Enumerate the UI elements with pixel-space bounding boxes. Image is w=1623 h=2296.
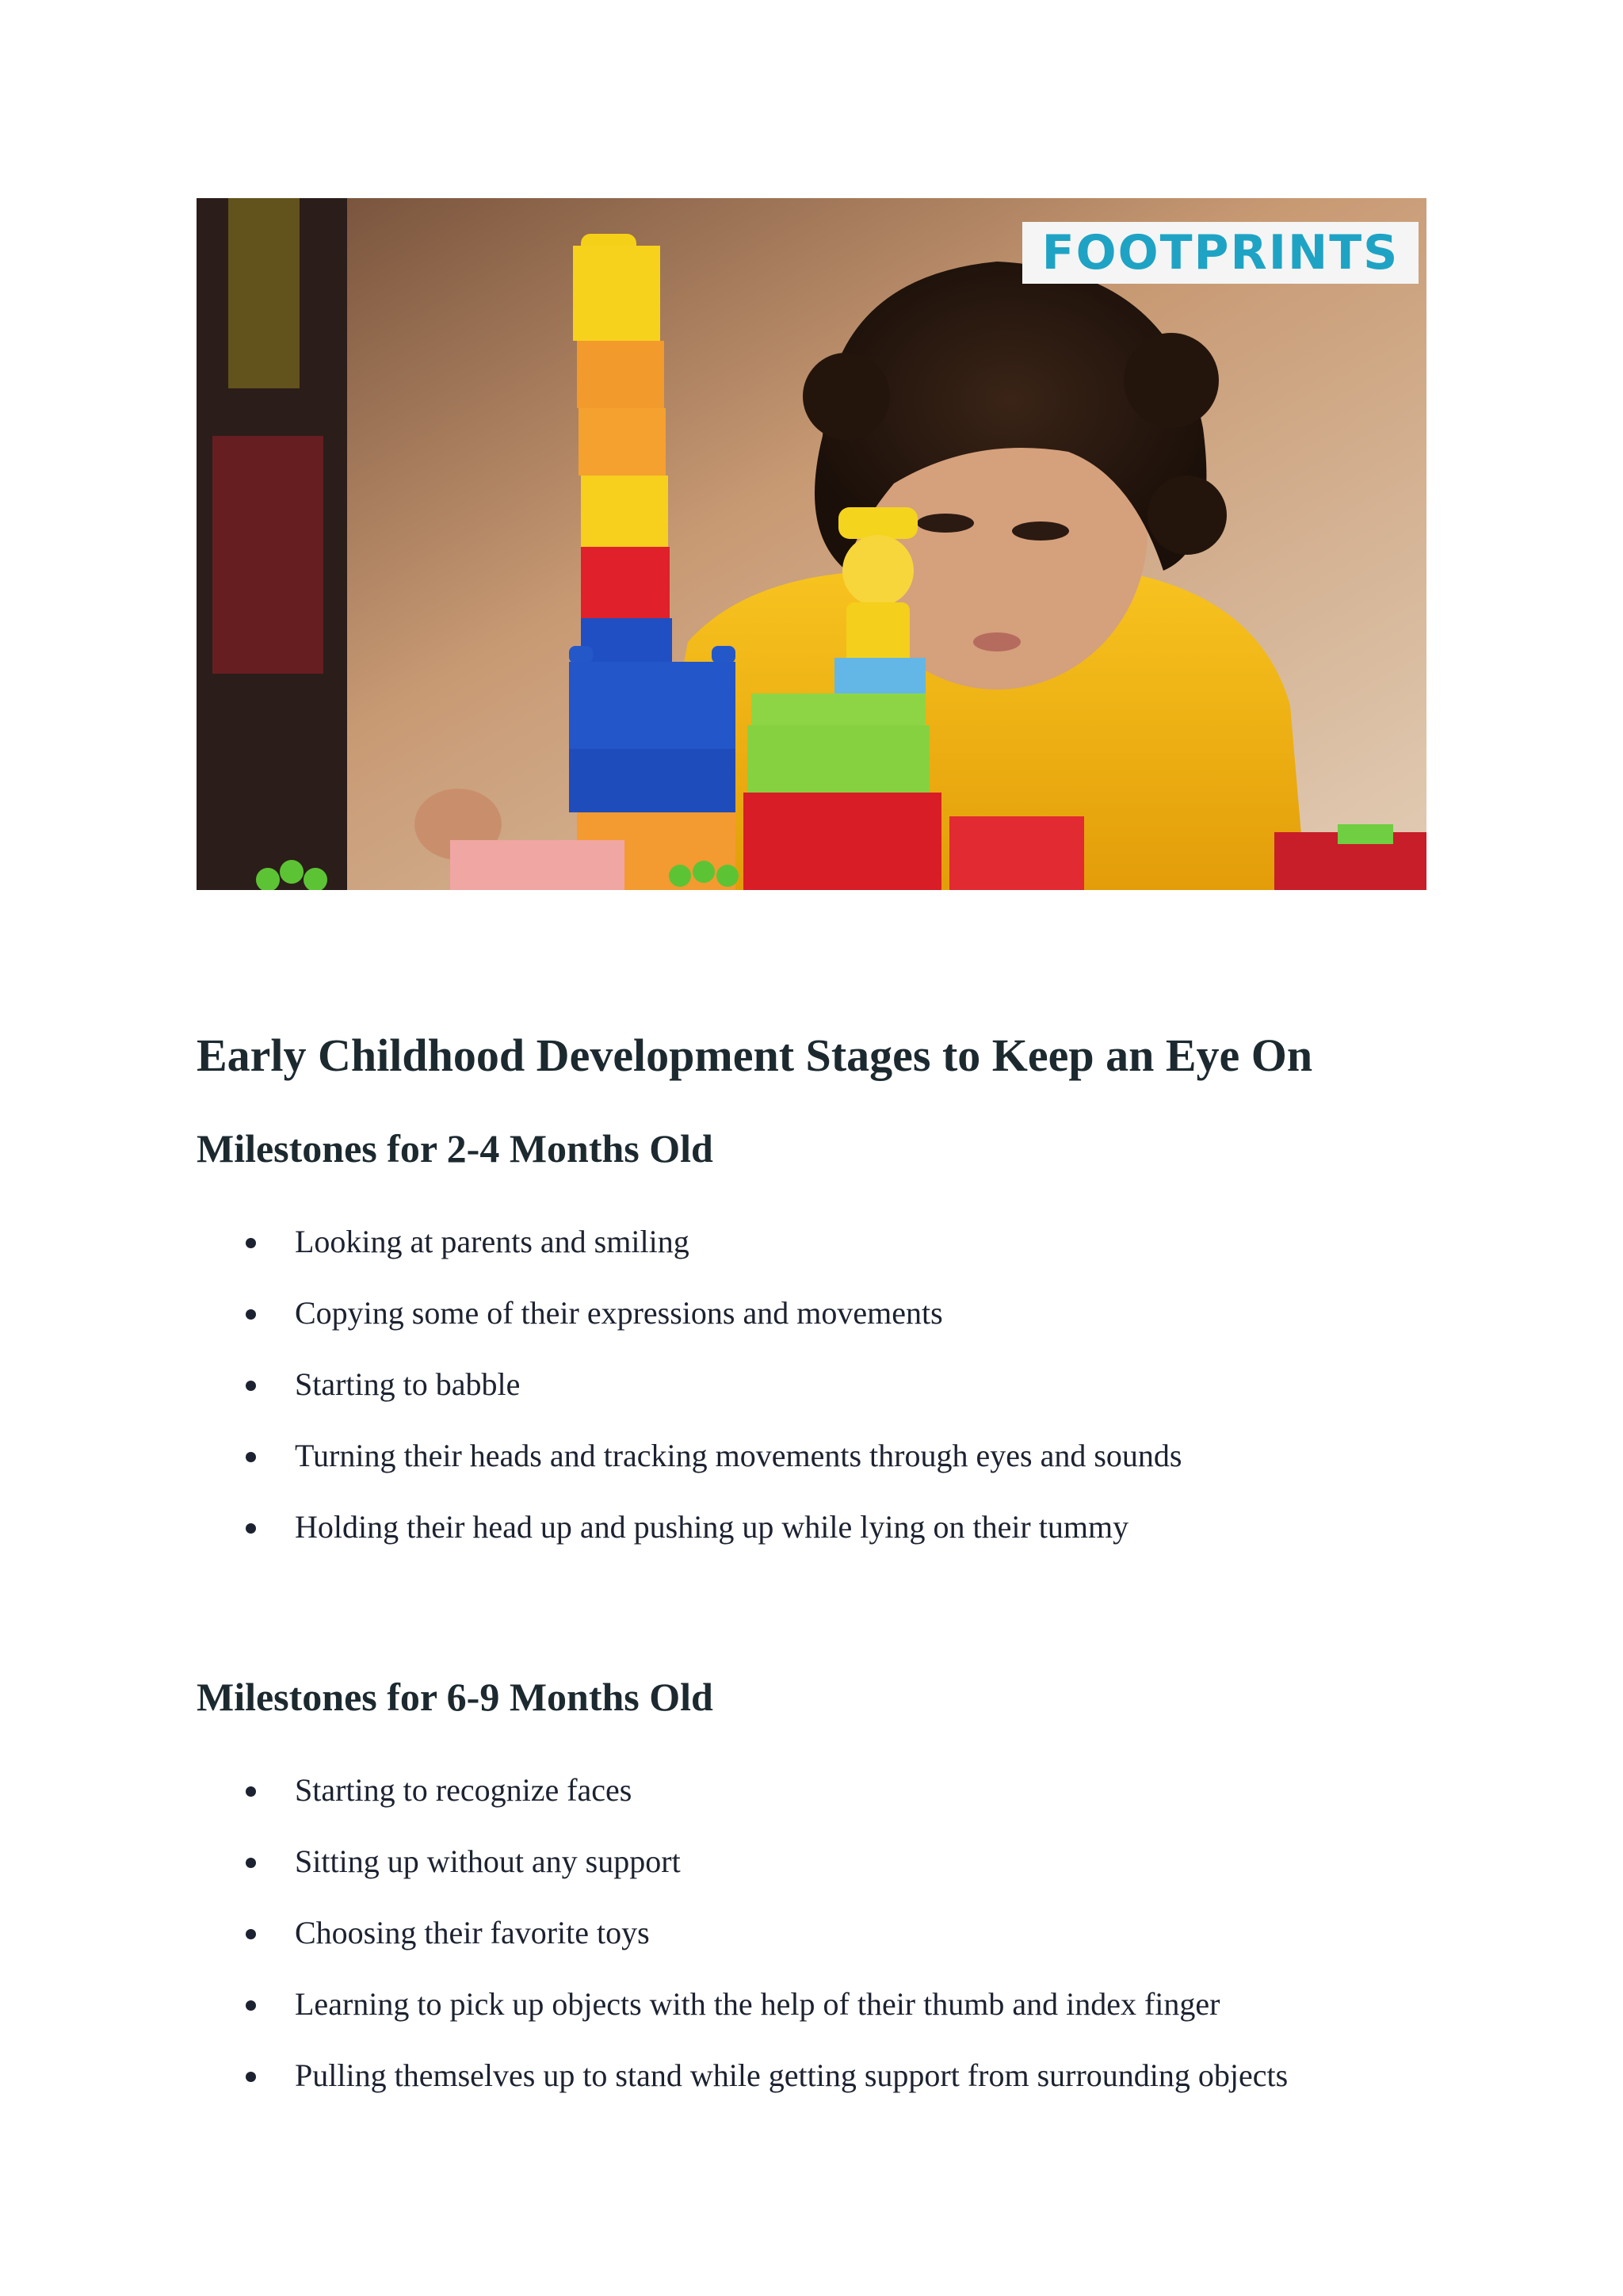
list-item-text: Learning to pick up objects with the help of their thumb and index finger: [295, 1986, 1220, 2022]
list-item: [197, 1278, 1182, 1349]
footprints-logo: [1022, 222, 1419, 284]
list-item-text: Holding their head up and pushing up while lying on their tummy: [295, 1509, 1129, 1545]
list-item: [197, 1420, 1182, 1492]
bullet-icon: [246, 1786, 256, 1797]
list-item-text: Starting to recognize faces: [295, 1772, 632, 1808]
bullet-icon: [246, 2000, 256, 2011]
bullet-icon: [246, 1381, 256, 1391]
bullet-icon: [246, 1238, 256, 1248]
list-item: [197, 1755, 1288, 1826]
child-with-blocks-photo: [197, 198, 1426, 890]
bullet-icon: [246, 1929, 256, 1939]
milestones-list-6-9-months: [197, 1755, 1288, 2111]
list-item: [197, 1897, 1288, 1969]
bullet-icon: [246, 1523, 256, 1534]
list-item-text: Sitting up without any support: [295, 1843, 681, 1879]
list-item-text: Turning their heads and tracking movements through eyes and sounds: [295, 1438, 1182, 1473]
hero-image: [197, 198, 1426, 890]
page-title: Early Childhood Development Stages to Keep an Eye On: [197, 1030, 1313, 1081]
list-item: [197, 2040, 1288, 2111]
list-item-text: Copying some of their expressions and movements: [295, 1295, 943, 1331]
list-item: [197, 1206, 1182, 1278]
list-item: [197, 1969, 1288, 2040]
list-item-text: Looking at parents and smiling: [295, 1224, 689, 1259]
section-heading-6-9-months: Milestones for 6-9 Months Old: [197, 1675, 713, 1719]
logo-text: FOOTPRINTS: [1041, 225, 1400, 281]
list-item: [197, 1826, 1288, 1897]
bullet-icon: [246, 1452, 256, 1462]
list-item-text: Pulling themselves up to stand while getting support from surrounding objects: [295, 2057, 1289, 2093]
bullet-icon: [246, 2072, 256, 2082]
list-item-text: Choosing their favorite toys: [295, 1915, 650, 1950]
list-item-text: Starting to babble: [295, 1366, 521, 1402]
list-item: [197, 1349, 1182, 1420]
section-heading-2-4-months: Milestones for 2-4 Months Old: [197, 1126, 713, 1171]
bullet-icon: [246, 1309, 256, 1320]
bullet-icon: [246, 1858, 256, 1868]
milestones-list-2-4-months: [197, 1206, 1182, 1563]
list-item: [197, 1492, 1182, 1563]
